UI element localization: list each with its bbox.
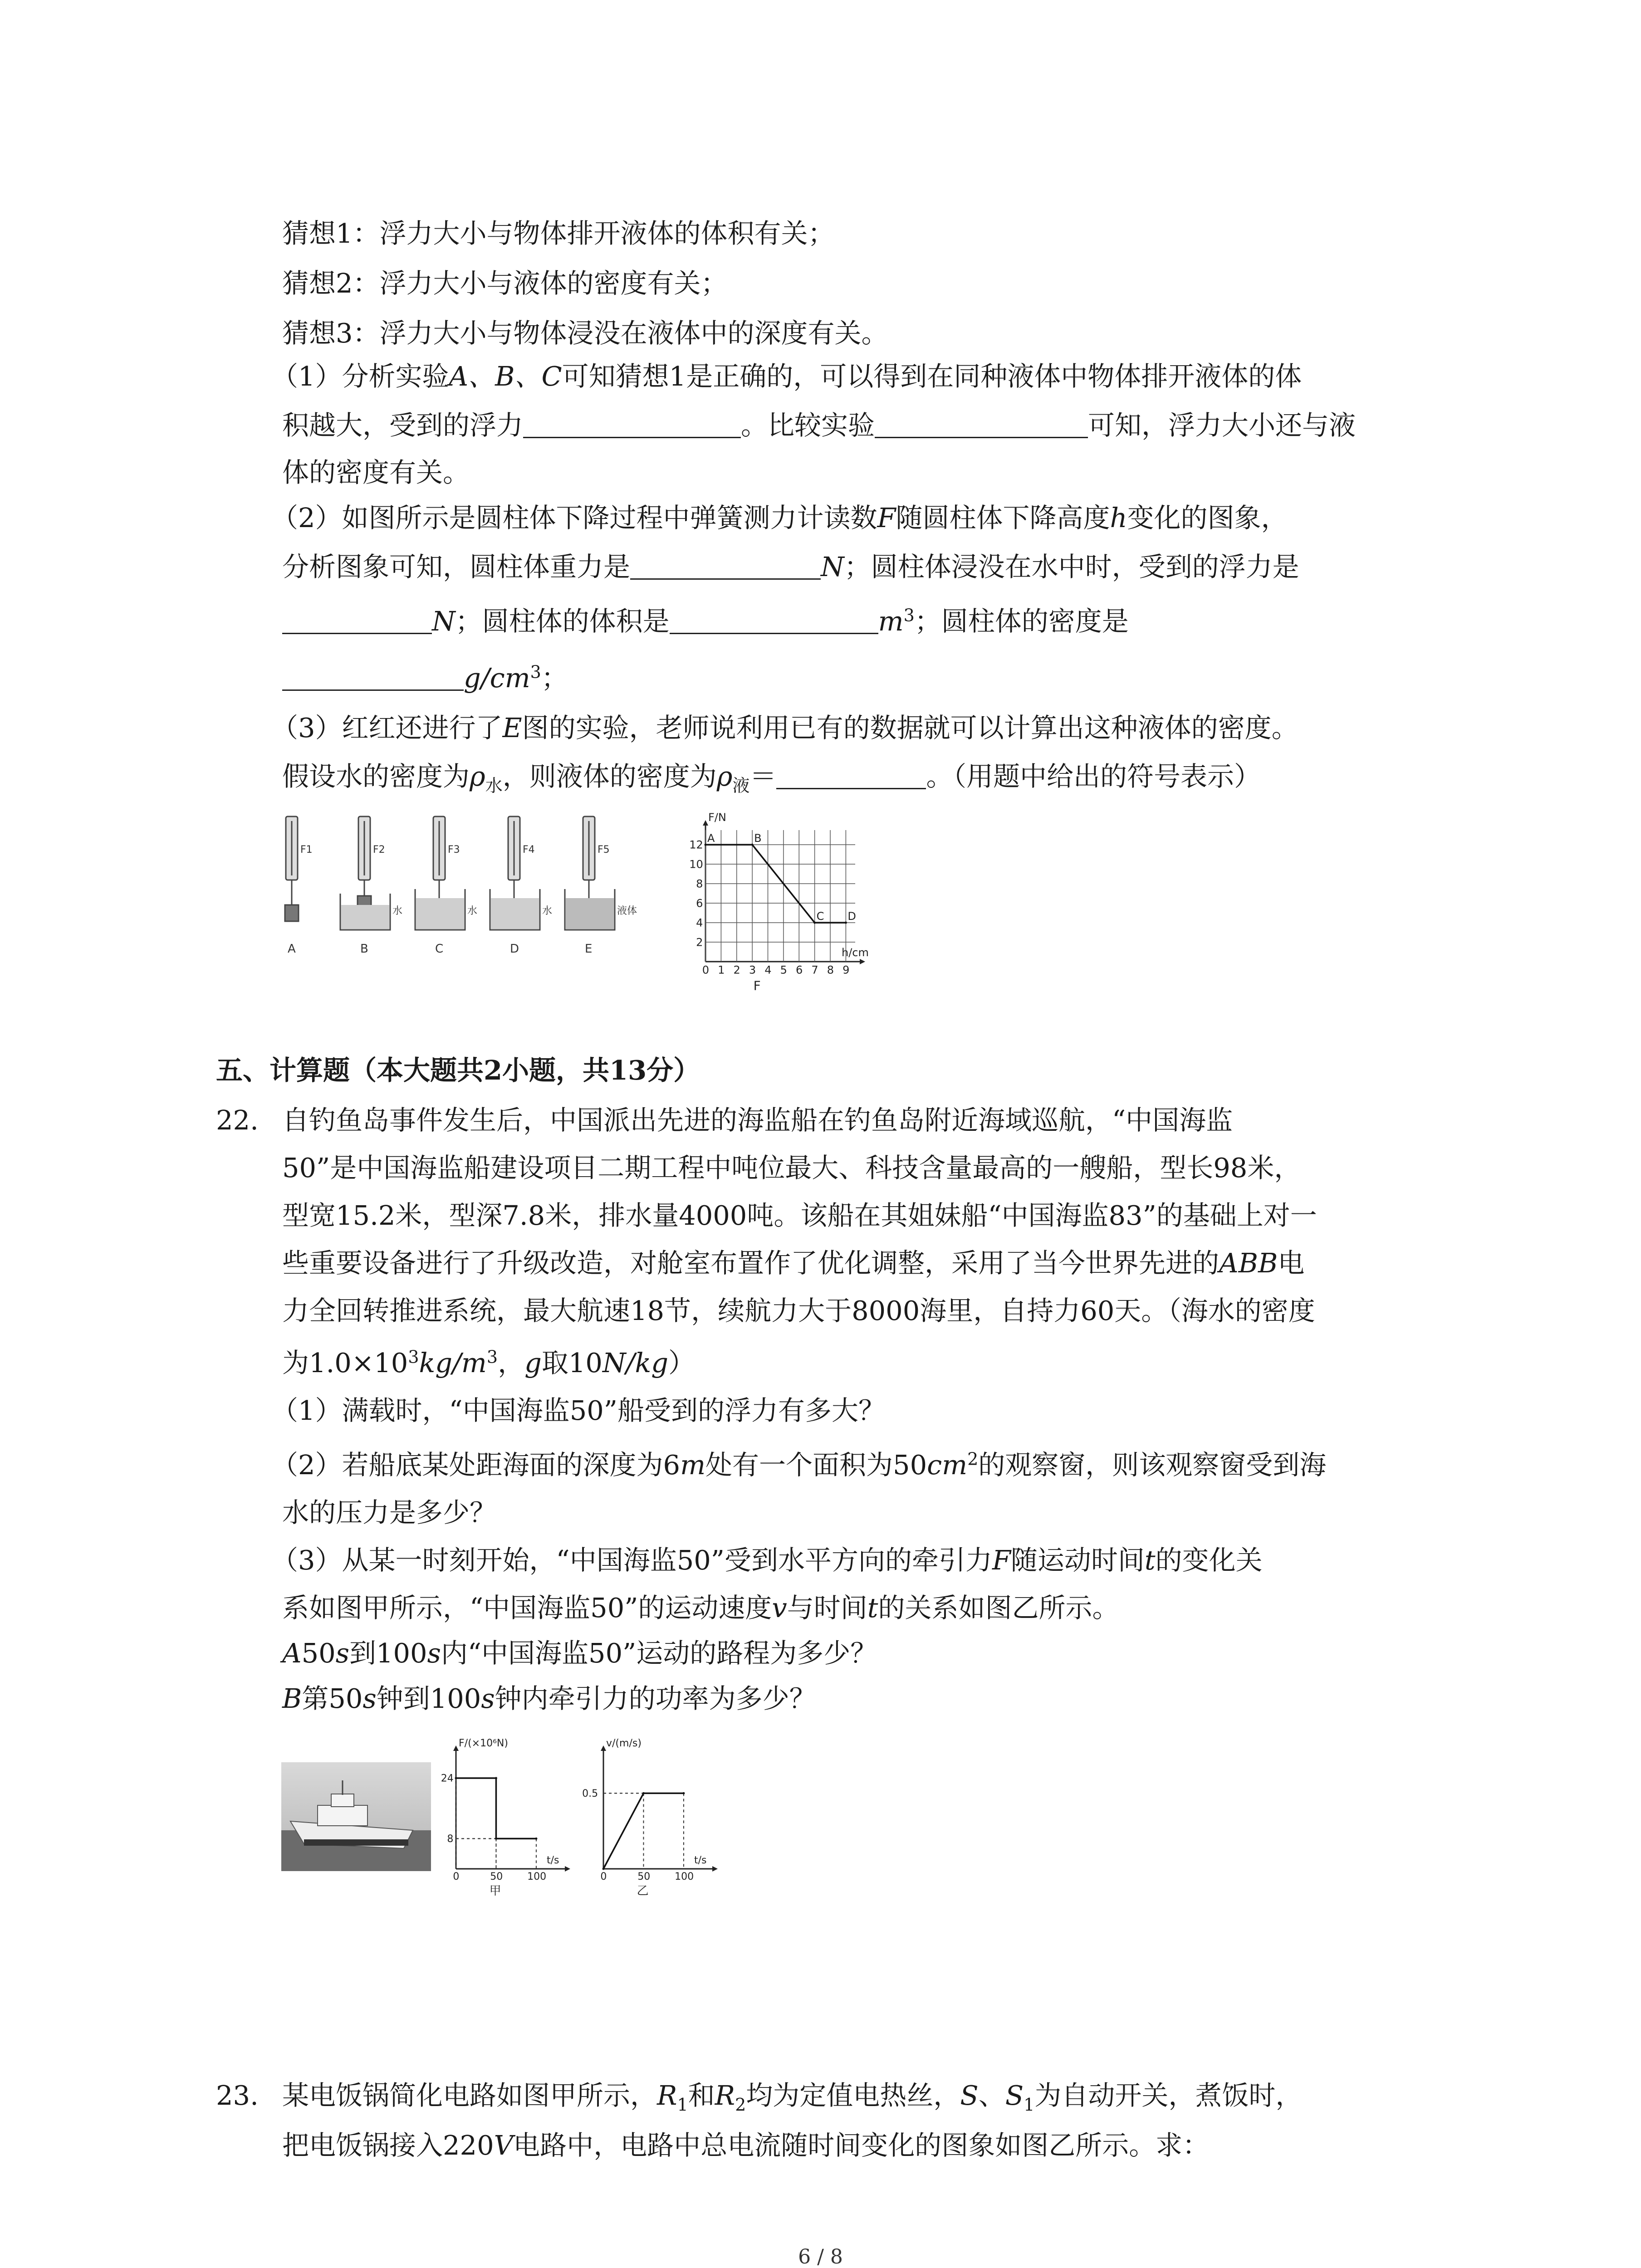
apparatus-c <box>415 816 465 930</box>
y-tick-label: 24 <box>441 1773 454 1784</box>
x-axis-arrow <box>565 1866 570 1872</box>
apparatus-label: B <box>360 942 368 956</box>
spring-label: F4 <box>523 844 535 855</box>
series-line <box>456 1778 536 1838</box>
liquid-label: 水 <box>392 905 403 917</box>
apparatus-d <box>490 816 540 930</box>
x-axis-label: h/cm <box>842 946 869 959</box>
y-tick-label: 6 <box>696 897 703 910</box>
liquid-label: 水 <box>542 905 553 917</box>
data-point <box>603 1868 605 1870</box>
apparatus-label: C <box>435 942 444 956</box>
x-tick-label: 3 <box>749 963 756 977</box>
q22-sub3-a: A50s到100s内“中国海监50”运动的路程为多少？ <box>282 1637 877 1669</box>
y-tick-label: 2 <box>696 936 703 949</box>
q22-sub3-b: B第50s钟到100s钟内牵引力的功率为多少？ <box>282 1683 816 1714</box>
data-point <box>642 1792 645 1794</box>
apparatus-label: E <box>585 942 593 956</box>
q22-line1: 自钓鱼岛事件发生后，中国派出先进的海监船在钓鱼岛附近海域巡航，“中国海监 <box>282 1105 1233 1136</box>
q22-line2: 50”是中国海监船建设项目二期工程中吨位最大、科技含量最高的一艘船，型长98米， <box>282 1152 1301 1183</box>
q22-line4: 些重要设备进行了升级改造，对舱室布置作了优化调整，采用了当今世界先进的ABB电 <box>282 1247 1305 1279</box>
apparatus-e <box>565 816 615 930</box>
x-tick-label: 50 <box>490 1871 503 1883</box>
x-tick-label: 4 <box>764 963 772 977</box>
y-tick-label: 0.5 <box>582 1788 598 1800</box>
data-point <box>845 922 847 924</box>
q22-line5: 力全回转推进系统，最大航速18节，续航力大于8000海里，自持力60天。（海水的密度 <box>282 1295 1315 1326</box>
q21-part2-line1: （2）如图所示是圆柱体下降过程中弹簧测力计读数F随圆柱体下降高度h变化的图象， <box>271 502 1288 533</box>
liquid-label: 水 <box>467 905 478 917</box>
q22-sub3-line2: 系如图甲所示，“中国海监50”的运动速度v与时间t的关系如图乙所示。 <box>282 1592 1119 1623</box>
x-tick-label: 9 <box>843 963 850 977</box>
x-axis-label: t/s <box>547 1855 559 1866</box>
answer-blank <box>875 411 1088 438</box>
apparatus-label: D <box>510 942 519 956</box>
point-label: C <box>816 910 824 923</box>
q22-sub2-line2: 水的压力是多少？ <box>282 1497 497 1528</box>
x-tick-label: 100 <box>675 1871 694 1883</box>
y-axis-label: v/(m/s) <box>606 1738 642 1749</box>
x-axis-arrow <box>860 959 865 964</box>
ship-photo <box>281 1762 431 1871</box>
spring-label: F2 <box>373 844 385 855</box>
data-point <box>682 1792 685 1794</box>
q21-part1-line2: 积越大，受到的浮力 。比较实验 可知，浮力大小还与液 <box>282 410 1356 441</box>
x-tick-label: 6 <box>796 963 803 977</box>
q22-sub3-line1: （3）从某一时刻开始，“中国海监50”受到水平方向的牵引力F随运动时间t的变化关 <box>271 1545 1263 1576</box>
apparatus-a <box>285 816 299 921</box>
q23-number: 23. <box>216 2080 259 2111</box>
q21-part1-line3: 体的密度有关。 <box>282 457 470 488</box>
answer-blank <box>282 663 464 691</box>
velocity-time-graph-yi <box>572 1733 844 1914</box>
q22-line6: 为$1.0\times 10^3kg/m^3$，g取10N/kg） <box>282 1347 695 1378</box>
y-tick-label: 10 <box>689 858 703 871</box>
q21-part3-line1: （3）红红还进行了E图的实验，老师说利用已有的数据就可以计算出这种液体的密度。 <box>271 712 1298 743</box>
q22-sub1: （1）满载时，“中国海监50”船受到的浮力有多大？ <box>271 1395 885 1426</box>
liquid-label: 液体 <box>617 905 637 917</box>
apparatus-label: A <box>288 942 296 956</box>
point-label: A <box>707 832 715 845</box>
answer-blank <box>523 411 741 438</box>
q21-part2-line4: $g/cm^3$； <box>282 660 568 696</box>
x-tick-label: 0 <box>453 1871 460 1883</box>
data-point <box>455 1777 457 1779</box>
x-axis-arrow <box>712 1866 718 1872</box>
answer-blank <box>630 552 821 580</box>
point-label: D <box>847 910 856 923</box>
chart-caption: 甲 <box>489 1884 501 1898</box>
y-axis-arrow <box>703 820 708 826</box>
x-axis-label: t/s <box>694 1855 707 1866</box>
answer-blank <box>670 606 878 634</box>
guess-2: 猜想2：浮力大小与液体的密度有关； <box>282 268 728 299</box>
guess-1: 猜想1：浮力大小与物体排开液体的体积有关； <box>282 218 835 249</box>
chart-caption: F <box>753 978 761 993</box>
x-tick-label: 8 <box>827 963 834 977</box>
q21-part2-line3: N；圆柱体的体积是 $m^3$；圆柱体的密度是 <box>282 603 1129 640</box>
y-axis-arrow <box>453 1745 459 1751</box>
data-point <box>751 844 754 846</box>
y-axis-label: F/N <box>708 812 726 824</box>
x-tick-label: 0 <box>702 963 710 977</box>
force-height-graph <box>681 812 889 1002</box>
spring-label: F3 <box>448 844 460 855</box>
data-point <box>495 1838 497 1840</box>
page-number: 6 / 8 <box>798 2245 843 2268</box>
section-5-title: 五、计算题（本大题共2小题，共13分） <box>216 1055 700 1086</box>
y-tick-label: 4 <box>696 916 703 929</box>
guess-3: 猜想3：浮力大小与物体浸没在液体中的深度有关。 <box>282 318 888 349</box>
y-tick-label: 8 <box>447 1833 454 1845</box>
y-axis-label: F/(×10⁶N) <box>459 1738 508 1749</box>
y-tick-label: 8 <box>696 877 703 890</box>
spring-scale-apparatus-figure <box>272 812 644 971</box>
answer-blank <box>282 606 432 634</box>
chart-caption: 乙 <box>637 1884 649 1898</box>
q21-part3-line2: 假设水的密度为$\rho_水$，则液体的密度为$\rho_液=$ 。（用题中给出的符号表示） <box>282 761 1261 796</box>
data-point <box>495 1777 497 1779</box>
q22-number: 22. <box>216 1105 259 1136</box>
q21-part2-line2: 分析图象可知，圆柱体重力是 N；圆柱体浸没在水中时，受到的浮力是 <box>282 551 1299 582</box>
x-tick-label: 7 <box>811 963 818 977</box>
data-point <box>813 922 816 924</box>
q21-part1-line1: （1）分析实验A、B、C可知猜想1是正确的，可以得到在同种液体中物体排开液体的体 <box>271 361 1302 392</box>
x-tick-label: 50 <box>637 1871 651 1883</box>
q22-sub2-line1: （2）若船底某处距海面的深度为6m处有一个面积为$50cm^2$的观察窗，则该观察窗受到海 <box>271 1449 1327 1481</box>
y-tick-label: 12 <box>689 838 703 851</box>
data-point <box>535 1838 537 1840</box>
q22-line3: 型宽15.2米，型深7.8米，排水量4000吨。该船在其姐妹船“中国海监83”的基础上对一 <box>282 1200 1317 1231</box>
x-tick-label: 1 <box>718 963 725 977</box>
q23-line2: 把电饭锅接入220V电路中，电路中总电流随时间变化的图象如图乙所示。求： <box>282 2130 1210 2161</box>
q23-line1: 某电饭锅简化电路如图甲所示，$R_1$和$R_2$均为定值电热丝，S、$S_1$为自动开关，煮饭时， <box>282 2080 1303 2115</box>
x-tick-label: 5 <box>780 963 787 977</box>
x-tick-label: 2 <box>733 963 740 977</box>
spring-label: F1 <box>300 844 313 855</box>
data-point <box>705 844 707 846</box>
spring-label: F5 <box>598 844 610 855</box>
x-tick-label: 0 <box>600 1871 607 1883</box>
x-tick-label: 100 <box>527 1871 547 1883</box>
answer-blank <box>776 762 926 789</box>
point-label: B <box>754 832 762 845</box>
apparatus-b <box>340 816 390 930</box>
y-axis-arrow <box>601 1745 606 1751</box>
